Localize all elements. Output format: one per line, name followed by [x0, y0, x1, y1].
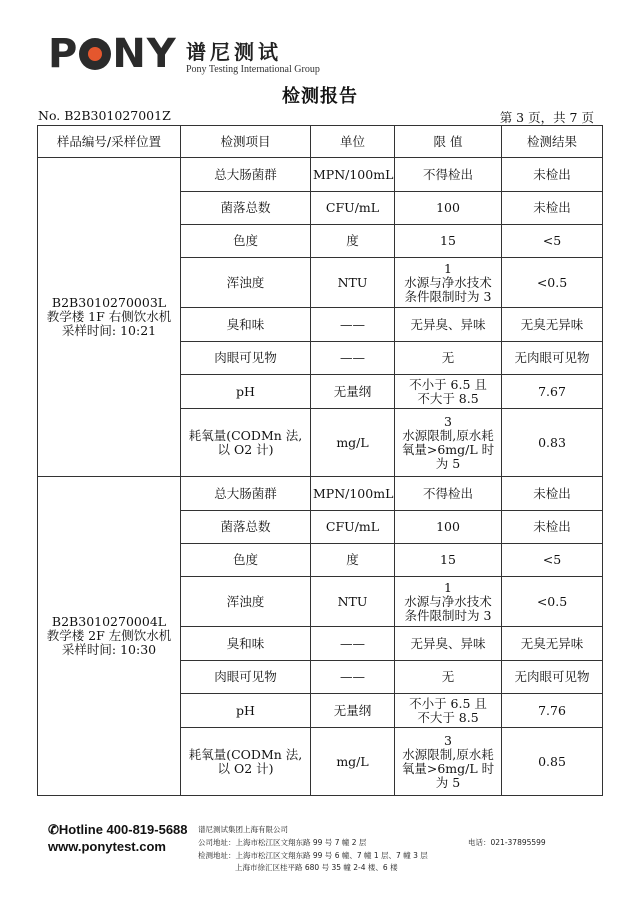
footer: [48, 822, 608, 882]
result-cell: 0.83: [502, 409, 603, 477]
limit-cell-line: 1: [444, 579, 452, 595]
sample-cell: [38, 477, 181, 796]
item-cell-line: 色度: [232, 552, 258, 567]
limit-cell-line: 无: [441, 350, 455, 365]
limit-cell: [395, 375, 502, 409]
item-cell: [181, 544, 311, 577]
item-cell: [181, 409, 311, 477]
item-cell: [181, 375, 311, 409]
result-cell: 未检出: [502, 158, 603, 192]
limit-cell: [395, 577, 502, 627]
item-cell: [181, 308, 311, 342]
item-cell: [181, 694, 311, 728]
limit-cell: [395, 511, 502, 544]
item-cell-line: pH: [236, 702, 255, 718]
item-cell: [181, 661, 311, 694]
unit-cell: CFU/mL: [311, 511, 395, 544]
limit-cell: [395, 192, 502, 225]
limit-cell: [395, 477, 502, 511]
result-cell: 7.67: [502, 375, 603, 409]
table-row: [38, 158, 603, 192]
limit-cell-line: 100: [436, 200, 460, 215]
item-cell-line: 耗氧量(CODMn 法,: [188, 746, 303, 762]
sample-time: 采样时间: 10:21: [61, 323, 157, 338]
result-cell: 无肉眼可见物: [502, 342, 603, 375]
limit-cell-line: 条件限制时为 3: [404, 288, 492, 304]
logo-o-icon: [79, 38, 111, 70]
unit-cell: 无量纲: [311, 375, 395, 409]
result-cell: 未检出: [502, 477, 603, 511]
item-cell-line: 总大肠菌群: [214, 485, 277, 501]
item-cell-line: 以 O2 计): [217, 760, 274, 776]
table-header-row: [38, 126, 603, 158]
result-cell: 未检出: [502, 192, 603, 225]
item-cell: [181, 728, 311, 796]
sample-location: 教学楼 1F 右侧饮水机: [46, 309, 172, 324]
limit-cell-line: 不得检出: [422, 485, 473, 501]
item-cell-line: 肉眼可见物: [214, 350, 277, 365]
limit-cell: [395, 258, 502, 308]
sample-location: 教学楼 2F 左侧饮水机: [46, 628, 172, 643]
footer-company-address: 公司地址：上海市松江区文翔东路 99 号 7 幢 2 层: [198, 838, 367, 847]
limit-cell-line: 不大于 8.5: [417, 390, 479, 406]
pony-logo: [48, 32, 177, 76]
letterhead: [48, 30, 608, 80]
limit-cell-line: 水源限制,原水耗: [402, 746, 494, 762]
result-cell: 未检出: [502, 511, 603, 544]
limit-cell-line: 不得检出: [422, 166, 473, 182]
sample-cell: [38, 158, 181, 477]
results-table: [37, 125, 603, 796]
result-cell: <0.5: [502, 577, 603, 627]
result-cell: <0.5: [502, 258, 603, 308]
header-sample: 样品编号/采样位置: [38, 126, 181, 158]
limit-cell-line: 15: [440, 552, 456, 567]
item-cell-line: 以 O2 计): [217, 441, 274, 457]
item-cell: [181, 258, 311, 308]
header-item: 检测项目: [181, 126, 311, 158]
limit-cell-line: 水源与净水技术: [404, 593, 492, 609]
limit-cell-line: 无: [441, 669, 455, 684]
item-cell: [181, 577, 311, 627]
limit-cell-line: 无异臭、异味: [410, 635, 486, 651]
result-cell: 无肉眼可见物: [502, 661, 603, 694]
limit-cell-line: 条件限制时为 3: [404, 607, 492, 623]
limit-cell-line: 无异臭、异味: [410, 316, 486, 332]
limit-cell-line: 氧量>6mg/L 时: [401, 441, 495, 457]
hotline: ✆Hotline 400-819-5688: [48, 822, 188, 837]
item-cell: [181, 511, 311, 544]
limit-cell: [395, 342, 502, 375]
result-cell: 无臭无异味: [502, 308, 603, 342]
limit-cell: [395, 694, 502, 728]
unit-cell: ——: [311, 661, 395, 694]
limit-cell: [395, 225, 502, 258]
item-cell-line: pH: [236, 383, 255, 399]
item-cell-line: 臭和味: [226, 635, 265, 651]
limit-cell-line: 100: [436, 519, 460, 534]
limit-cell: [395, 409, 502, 477]
limit-cell-line: 15: [440, 233, 456, 248]
item-cell-line: 浑浊度: [226, 274, 265, 290]
sample-time: 采样时间: 10:30: [61, 642, 157, 657]
result-cell: 7.76: [502, 694, 603, 728]
company-name-en: Pony Testing International Group: [186, 64, 320, 75]
page-info: 第 3 页，共 7 页: [499, 110, 594, 125]
limit-cell-line: 水源限制,原水耗: [402, 427, 494, 443]
limit-cell: [395, 728, 502, 796]
logo-letters-ny: NY: [112, 31, 177, 77]
website-link[interactable]: www.ponytest.com: [48, 839, 166, 854]
limit-cell: [395, 544, 502, 577]
logo-letter-p: P: [48, 31, 79, 77]
unit-cell: 度: [311, 544, 395, 577]
item-cell-line: 色度: [232, 233, 258, 248]
unit-cell: CFU/mL: [311, 192, 395, 225]
item-cell: [181, 225, 311, 258]
table-row: [38, 477, 603, 511]
report-number: No. B2B301027001Z: [38, 108, 171, 123]
unit-cell: ——: [311, 627, 395, 661]
footer-lab-address-2: 上海市徐汇区桂平路 680 号 35 幢 2-4 楼、6 楼: [235, 863, 398, 872]
unit-cell: 无量纲: [311, 694, 395, 728]
item-cell-line: 耗氧量(CODMn 法,: [188, 427, 303, 443]
limit-cell-line: 不大于 8.5: [417, 709, 479, 725]
item-cell-line: 菌落总数: [220, 200, 271, 215]
limit-cell-line: 不小于 6.5 且: [409, 376, 487, 392]
header-result: 检测结果: [502, 126, 603, 158]
result-cell: <5: [502, 544, 603, 577]
header-limit: 限 值: [395, 126, 502, 158]
unit-cell: mg/L: [311, 409, 395, 477]
item-cell-line: 臭和味: [226, 316, 265, 332]
unit-cell: NTU: [311, 577, 395, 627]
limit-cell-line: 3: [444, 732, 452, 748]
footer-phone: 电话：021-37895599: [468, 838, 546, 847]
unit-cell: MPN/100mL: [311, 158, 395, 192]
limit-cell-line: 氧量>6mg/L 时: [401, 760, 495, 776]
unit-cell: ——: [311, 342, 395, 375]
footer-lab-address-1: 检测地址：上海市松江区文翔东路 99 号 6 幢、7 幢 1 层、7 幢 3 层: [198, 851, 428, 860]
limit-cell-line: 水源与净水技术: [404, 274, 492, 290]
result-cell: <5: [502, 225, 603, 258]
header-unit: 单位: [311, 126, 395, 158]
result-cell: 0.85: [502, 728, 603, 796]
table-body: [38, 158, 603, 796]
item-cell-line: 肉眼可见物: [214, 669, 277, 684]
item-cell: [181, 477, 311, 511]
unit-cell: NTU: [311, 258, 395, 308]
limit-cell: [395, 627, 502, 661]
item-cell-line: 菌落总数: [220, 519, 271, 534]
item-cell-line: 总大肠菌群: [214, 166, 277, 182]
item-cell: [181, 627, 311, 661]
result-cell: 无臭无异味: [502, 627, 603, 661]
item-cell: [181, 192, 311, 225]
unit-cell: MPN/100mL: [311, 477, 395, 511]
report-title: 检测报告: [282, 86, 358, 107]
company-name-cn: 谱尼测试: [186, 40, 282, 64]
limit-cell-line: 为 5: [435, 774, 461, 790]
item-cell-line: 浑浊度: [226, 593, 265, 609]
footer-company-name: 谱尼测试集团上海有限公司: [198, 825, 288, 834]
unit-cell: 度: [311, 225, 395, 258]
limit-cell: [395, 158, 502, 192]
limit-cell-line: 3: [444, 413, 452, 429]
limit-cell: [395, 661, 502, 694]
unit-cell: mg/L: [311, 728, 395, 796]
limit-cell-line: 为 5: [435, 455, 461, 471]
limit-cell-line: 1: [444, 260, 452, 276]
unit-cell: ——: [311, 308, 395, 342]
sample-id: B2B3010270004L: [51, 614, 167, 629]
item-cell: [181, 158, 311, 192]
item-cell: [181, 342, 311, 375]
limit-cell: [395, 308, 502, 342]
sample-id: B2B3010270003L: [51, 295, 167, 310]
limit-cell-line: 不小于 6.5 且: [409, 695, 487, 711]
